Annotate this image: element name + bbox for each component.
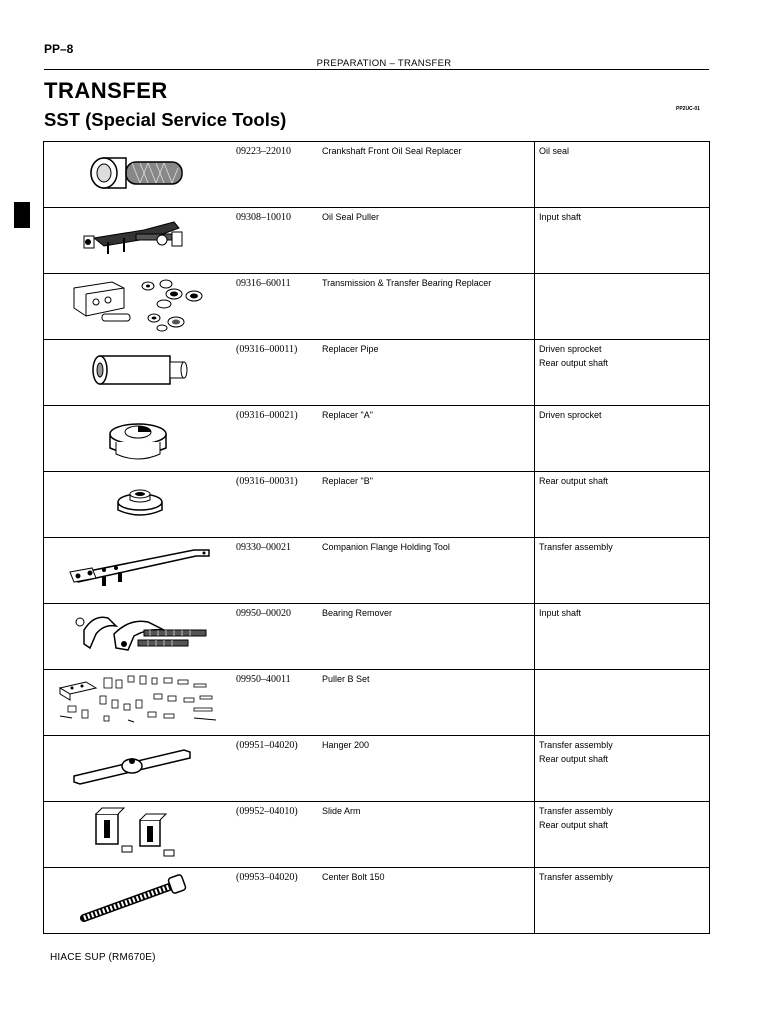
hanger-icon (44, 736, 231, 798)
tool-illustration-cell (44, 340, 232, 406)
tool-use (535, 538, 710, 604)
bearing-remover-icon (44, 604, 231, 666)
part-number: (09316–00021) (231, 406, 318, 472)
tool-illustration-cell (44, 274, 232, 340)
footer-model-code: HIACE SUP (RM670E) (50, 952, 156, 963)
tool-row (44, 802, 710, 868)
tool-name: Companion Flange Holding Tool (318, 538, 535, 604)
part-number: (09952–04010) (231, 802, 318, 868)
part-number: (09316–00031) (231, 472, 318, 538)
tool-row (44, 340, 710, 406)
part-number: 09223–22010 (231, 142, 318, 208)
part-number: (09316–00011) (231, 340, 318, 406)
part-number: (09953–04020) (231, 868, 318, 934)
tool-name: Transmission & Transfer Bearing Replacer (318, 274, 535, 340)
part-number: 09308–10010 (231, 208, 318, 274)
tool-name: Slide Arm (318, 802, 535, 868)
tool-use-item: Transfer assembly (539, 740, 613, 750)
tool-use-item: Driven sprocket (539, 344, 602, 354)
replacer-b-icon (44, 472, 231, 534)
tool-name: Bearing Remover (318, 604, 535, 670)
tool-row (44, 406, 710, 472)
tool-row (44, 868, 710, 934)
tool-use (535, 736, 710, 802)
tool-name: Hanger 200 (318, 736, 535, 802)
tool-use-item: Rear output shaft (539, 476, 609, 486)
part-number: 09330–00021 (231, 538, 318, 604)
tool-row (44, 604, 710, 670)
tool-name: Puller B Set (318, 670, 535, 736)
tool-illustration-cell (44, 736, 232, 802)
tool-use (535, 208, 710, 274)
page-subtitle: SST (Special Service Tools) (44, 109, 287, 130)
part-number: 09950–40011 (231, 670, 318, 736)
tool-use-item: Input shaft (539, 212, 582, 222)
tool-illustration-cell (44, 142, 232, 208)
bearing-replacer-set-icon (44, 274, 231, 336)
tool-use (535, 274, 710, 340)
tool-row (44, 538, 710, 604)
tool-row (44, 274, 710, 340)
tool-use (535, 670, 710, 736)
page-number: PP–8 (44, 42, 74, 56)
tool-use (535, 472, 710, 538)
tool-use (535, 406, 710, 472)
part-number: 09316–60011 (231, 274, 318, 340)
tool-row (44, 208, 710, 274)
tool-name: Center Bolt 150 (318, 868, 535, 934)
tool-illustration-cell (44, 802, 232, 868)
crankshaft-seal-replacer-icon (44, 142, 231, 204)
part-number: (09951–04020) (231, 736, 318, 802)
tool-use (535, 604, 710, 670)
tool-name: Replacer "A" (318, 406, 535, 472)
tool-use-item: Transfer assembly (539, 542, 613, 552)
header-rule (44, 69, 709, 70)
tool-use-item: Rear output shaft (539, 820, 609, 830)
replacer-pipe-icon (44, 340, 231, 402)
tool-illustration-cell (44, 208, 232, 274)
section-header: PREPARATION – TRANSFER (316, 58, 452, 69)
tool-illustration-cell (44, 868, 232, 934)
flange-holding-tool-icon (44, 538, 231, 600)
tool-use (535, 868, 710, 934)
tool-use-item: Transfer assembly (539, 872, 613, 882)
tool-use (535, 142, 710, 208)
tool-row (44, 736, 710, 802)
slide-arm-icon (44, 802, 231, 864)
tool-name: Crankshaft Front Oil Seal Replacer (318, 142, 535, 208)
tool-use (535, 340, 710, 406)
tool-use-item: Driven sprocket (539, 410, 602, 420)
tool-illustration-cell (44, 406, 232, 472)
center-bolt-icon (44, 868, 231, 930)
tool-illustration-cell (44, 604, 232, 670)
tool-row (44, 142, 710, 208)
tool-row (44, 670, 710, 736)
tool-name: Replacer Pipe (318, 340, 535, 406)
tool-illustration-cell (44, 538, 232, 604)
tool-use-item: Input shaft (539, 608, 582, 618)
side-tab-marker (14, 202, 30, 228)
part-number: 09950–00020 (231, 604, 318, 670)
tool-name: Oil Seal Puller (318, 208, 535, 274)
tool-use-item: Rear output shaft (539, 358, 609, 368)
tool-use (535, 802, 710, 868)
tool-use-item: Transfer assembly (539, 806, 613, 816)
sst-table (43, 141, 710, 934)
replacer-a-icon (44, 406, 231, 468)
puller-b-set-icon (44, 670, 231, 732)
figure-code: PP2UC-01 (676, 106, 700, 112)
oil-seal-puller-icon (44, 208, 231, 270)
tool-illustration-cell (44, 670, 232, 736)
page-title: TRANSFER (44, 78, 168, 103)
tool-name: Replacer "B" (318, 472, 535, 538)
tool-row (44, 472, 710, 538)
tool-use-item: Oil seal (539, 146, 570, 156)
tool-use-item: Rear output shaft (539, 754, 609, 764)
tool-illustration-cell (44, 472, 232, 538)
